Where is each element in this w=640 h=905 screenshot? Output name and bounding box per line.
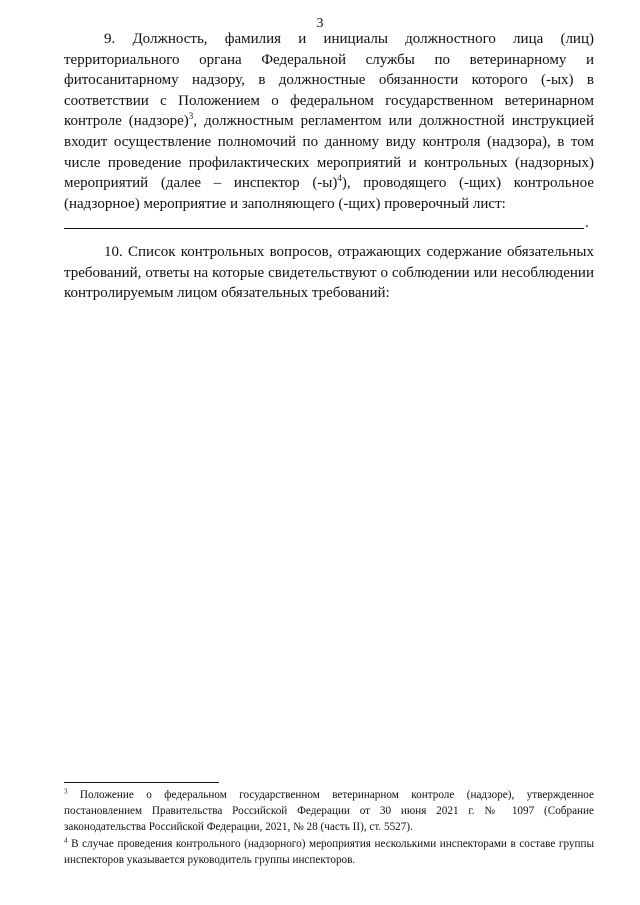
paragraph-10: 10. Список контрольных вопросов, отражающих содержание обязательных требований, ответы на которые свидетельствуют о соблюдении или несоблюдении контролируемым лицом обязательных требований:: [64, 244, 594, 302]
fill-line-period: .: [585, 215, 589, 231]
inspector-fill-line: [64, 228, 584, 229]
page-number: 3: [316, 16, 324, 31]
footnote-3: [64, 787, 594, 835]
paragraph-9-text-part3: ), проводящего (-щих) контрольное (надзорное) мероприятие и заполняющего (-щих) проверочный лист:: [64, 175, 594, 212]
paragraph-9: [64, 29, 594, 214]
footnote-3-text: Положение о федеральном государственном ветеринарном контроле (надзоре), утвержденное постановлением Правительства Российской Федерации от 30 июня 2021 г. № 1097 (Собрание законодательства Российской Федерации, 2021, № 28 (часть II), ст. 5527).: [64, 789, 594, 833]
footnote-4-text: В случае проведения контрольного (надзорного) мероприятия несколькими инспекторами в составе группы инспекторов указывается руководитель группы инспекторов.: [64, 838, 594, 866]
footnote-ref-4: 4: [337, 173, 342, 184]
footnote-4-mark: 4: [64, 836, 68, 845]
paragraph-9-text-part2: , должностным регламентом или должностной инструкцией входит осуществление полномочий по данному виду контроля (надзора), в том числе проведение профилактических мероприятий и контрольных (надзорных) мероприятий (далее – инспектор (-ы): [64, 113, 594, 192]
footnote-separator: [64, 782, 219, 783]
footnote-3-mark: 3: [64, 787, 68, 796]
footnote-ref-3: 3: [188, 111, 194, 122]
footnote-4: [64, 836, 594, 868]
paragraph-9-text-part1: 9. Должность, фамилия и инициалы должностного лица (лиц) территориального органа Федеральной службы по ветеринарному и фитосанитарному надзору, в должностные обязанности которого (-ых) в соответствии с Положением о федеральном государственном ветеринарном контроле (надзоре): [64, 31, 594, 130]
